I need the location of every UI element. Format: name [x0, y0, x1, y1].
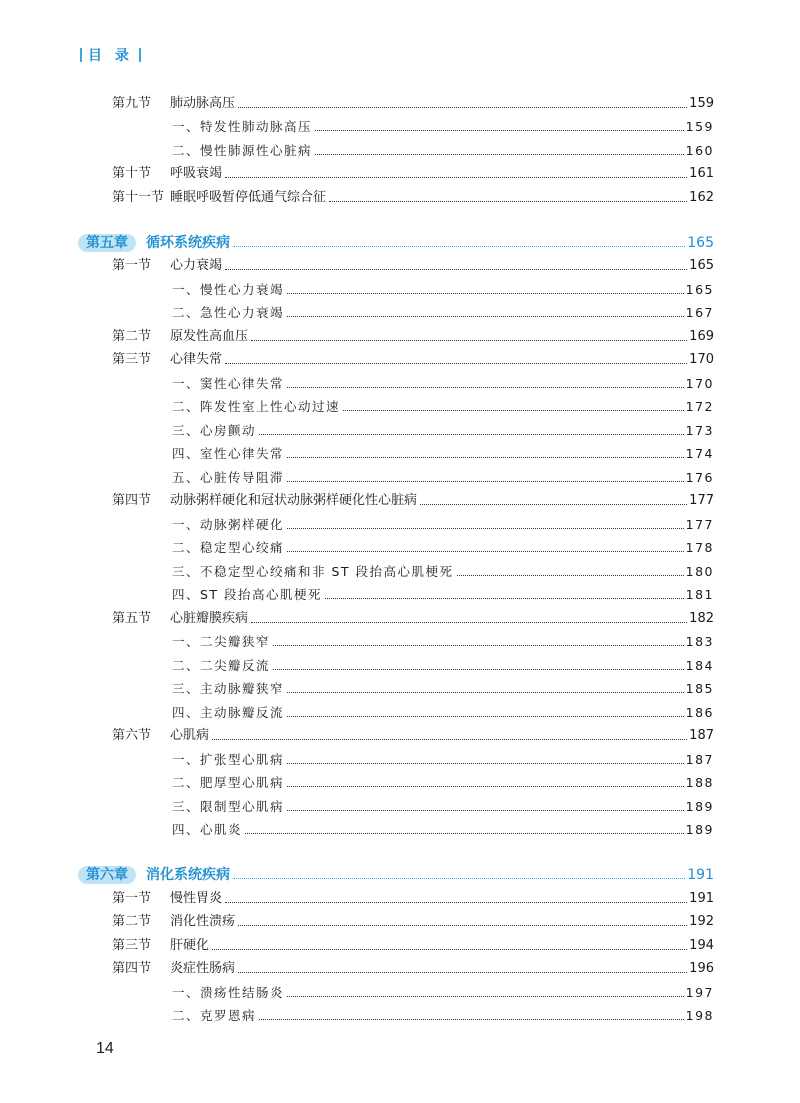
subsection-title: 二、肥厚型心肌病	[172, 775, 285, 790]
toc-section-entry[interactable]	[78, 182, 714, 206]
subsection-title: 一、二尖瓣狭窄	[172, 634, 271, 649]
dot-leader	[457, 575, 684, 576]
page-ref: 194	[689, 937, 714, 953]
section-number: 第九节	[112, 95, 152, 111]
dot-leader	[287, 293, 684, 294]
toc-subsection-entry[interactable]	[78, 744, 714, 768]
toc-subsection-entry[interactable]	[78, 415, 714, 439]
dot-leader	[273, 645, 684, 646]
section-title: 肝硬化	[170, 937, 210, 953]
header-bar-right	[139, 48, 141, 62]
dot-leader	[212, 739, 687, 740]
toc-subsection-entry[interactable]	[78, 768, 714, 792]
page-ref: 189	[685, 822, 714, 837]
header-bar-left	[80, 48, 82, 62]
dot-leader	[233, 878, 685, 879]
dot-leader	[287, 763, 684, 764]
toc-subsection-entry[interactable]	[78, 368, 714, 392]
page-ref: 181	[685, 587, 714, 602]
toc-section-entry[interactable]	[78, 88, 714, 112]
dot-leader	[287, 387, 684, 388]
page-ref: 165	[685, 281, 714, 297]
toc-entry-label	[112, 961, 236, 977]
toc-header-title: 目 录	[88, 48, 133, 64]
toc-entry-label	[172, 540, 285, 556]
page-ref: 162	[689, 189, 714, 205]
section-title: 心力衰竭	[170, 258, 223, 273]
toc-entry-label	[112, 352, 223, 368]
page-ref: 187	[689, 728, 714, 743]
page-ref: 191	[687, 867, 714, 883]
toc-entry-label	[172, 119, 313, 135]
page-ref: 165	[687, 234, 714, 251]
table-of-contents	[78, 88, 714, 1024]
toc-entry-label	[172, 564, 455, 580]
page-ref: 159	[689, 95, 714, 111]
section-number: 第三节	[112, 352, 152, 367]
dot-leader	[251, 340, 687, 341]
page-ref: 198	[685, 1008, 714, 1023]
page-ref: 170	[689, 352, 714, 367]
dot-leader	[259, 1019, 684, 1020]
toc-entry-label	[172, 1008, 257, 1024]
subsection-title: 一、动脉粥样硬化	[172, 516, 285, 532]
toc-entry-label	[112, 611, 249, 627]
toc-entry-label	[172, 376, 285, 392]
toc-entry-label	[172, 658, 271, 674]
subsection-title: 一、扩张型心肌病	[172, 751, 285, 767]
dot-leader	[225, 902, 687, 903]
toc-section-entry[interactable]	[78, 159, 714, 183]
page-ref: 159	[685, 119, 714, 134]
toc-section-entry[interactable]	[78, 486, 714, 510]
section-number: 第一节	[112, 890, 152, 906]
page-ref: 176	[685, 469, 714, 485]
dot-leader	[315, 154, 684, 155]
toc-entry-label	[112, 96, 236, 112]
toc-entry-label	[172, 282, 285, 298]
section-number: 第二节	[112, 328, 152, 344]
toc-entry-label	[112, 493, 418, 509]
toc-entry-label	[112, 891, 223, 907]
dot-leader	[287, 457, 684, 458]
toc-section-entry[interactable]	[78, 321, 714, 345]
toc-entry-label	[172, 822, 243, 838]
dot-leader	[287, 316, 684, 317]
subsection-title: 五、心脏传导阻滞	[172, 469, 285, 485]
page-ref: 183	[685, 634, 714, 649]
subsection-title: 三、主动脉瓣狭窄	[172, 681, 285, 696]
toc-entry-label	[172, 305, 285, 321]
section-number: 第五节	[112, 610, 152, 626]
toc-section-entry[interactable]	[78, 930, 714, 954]
page-ref: 186	[685, 704, 714, 720]
dot-leader	[287, 481, 684, 482]
section-title: 肺动脉高压	[170, 95, 236, 111]
page-ref: 197	[685, 984, 714, 1000]
dot-leader	[315, 130, 684, 131]
toc-subsection-entry[interactable]	[78, 135, 714, 159]
dot-leader	[225, 269, 687, 270]
page-ref: 172	[685, 399, 714, 414]
toc-subsection-entry[interactable]	[78, 580, 714, 604]
dot-leader	[287, 716, 684, 717]
toc-subsection-entry[interactable]	[78, 674, 714, 698]
toc-entry-label	[78, 235, 231, 251]
page-ref: 185	[685, 681, 714, 696]
dot-leader	[343, 410, 684, 411]
section-title: 心律失常	[170, 352, 223, 367]
subsection-title: 二、急性心力衰竭	[172, 305, 285, 320]
toc-entry-label	[172, 423, 257, 439]
dot-leader	[225, 363, 687, 364]
dot-leader	[325, 598, 684, 599]
page-ref: 160	[685, 142, 714, 158]
dot-leader	[238, 107, 687, 108]
toc-subsection-entry[interactable]	[78, 462, 714, 486]
section-number: 第二节	[112, 914, 152, 929]
dot-leader	[212, 949, 687, 950]
toc-entry-label	[112, 258, 223, 274]
toc-subsection-entry[interactable]	[78, 274, 714, 298]
toc-subsection-entry[interactable]	[78, 1001, 714, 1025]
dot-leader	[225, 177, 687, 178]
section-title: 慢性胃炎	[170, 890, 223, 906]
section-number: 第十一节	[112, 189, 165, 205]
dot-leader	[245, 833, 684, 834]
toc-entry-label	[172, 143, 313, 159]
subsection-title: 一、特发性肺动脉高压	[172, 119, 313, 134]
dot-leader	[238, 925, 687, 926]
toc-entry-label	[172, 799, 285, 815]
page-ref: 191	[689, 890, 714, 906]
page-ref: 161	[689, 166, 714, 181]
toc-entry-label	[112, 728, 210, 744]
page-ref: 167	[685, 305, 714, 320]
page-ref: 189	[685, 798, 714, 814]
toc-entry-label	[172, 705, 285, 721]
page-ref: 180	[685, 563, 714, 579]
toc-subsection-entry[interactable]	[78, 533, 714, 557]
subsection-title: 二、克罗恩病	[172, 1008, 257, 1023]
toc-subsection-entry[interactable]	[78, 509, 714, 533]
section-title: 动脉粥样硬化和冠状动脉粥样硬化性心脏病	[170, 493, 418, 508]
toc-subsection-entry[interactable]	[78, 791, 714, 815]
section-title: 呼吸衰竭	[170, 166, 223, 181]
dot-leader	[420, 504, 687, 505]
toc-entry-label	[112, 938, 210, 954]
toc-subsection-entry[interactable]	[78, 298, 714, 322]
toc-section-entry[interactable]	[78, 907, 714, 931]
subsection-title: 一、溃疡性结肠炎	[172, 984, 285, 1000]
page-ref: 187	[685, 751, 714, 767]
page-ref: 169	[689, 328, 714, 344]
section-number: 第十节	[112, 166, 152, 181]
dot-leader	[251, 622, 687, 623]
chapter-number-badge: 第六章	[78, 866, 136, 884]
section-number: 第一节	[112, 258, 152, 273]
page-ref: 196	[689, 961, 714, 976]
subsection-title: 一、慢性心力衰竭	[172, 281, 285, 297]
page-ref: 192	[689, 914, 714, 929]
subsection-title: 三、不稳定型心绞痛和非 ST 段抬高心肌梗死	[172, 563, 454, 579]
page-ref: 188	[685, 775, 714, 790]
section-number: 第三节	[112, 937, 152, 953]
toc-subsection-entry[interactable]	[78, 977, 714, 1001]
toc-subsection-entry[interactable]	[78, 439, 714, 463]
toc-subsection-entry[interactable]	[78, 556, 714, 580]
dot-leader	[259, 434, 684, 435]
chapter-number-badge: 第五章	[78, 234, 136, 252]
page-ref: 165	[689, 258, 714, 273]
chapter-title: 消化系统疾病	[146, 867, 230, 883]
toc-entry-label	[172, 752, 285, 768]
toc-entry-label	[112, 166, 223, 182]
toc-header	[80, 44, 141, 66]
subsection-title: 四、主动脉瓣反流	[172, 704, 285, 720]
toc-section-entry[interactable]	[78, 721, 714, 745]
toc-entry-label	[172, 985, 285, 1001]
toc-entry-label	[172, 517, 285, 533]
toc-chapter-entry[interactable]	[78, 858, 714, 883]
toc-entry-label	[172, 446, 285, 462]
section-title: 原发性高血压	[170, 328, 249, 344]
toc-subsection-entry[interactable]	[78, 112, 714, 136]
subsection-title: 四、心肌炎	[172, 822, 243, 837]
dot-leader	[329, 201, 687, 202]
dot-leader	[287, 692, 684, 693]
dot-leader	[238, 972, 687, 973]
toc-subsection-entry[interactable]	[78, 697, 714, 721]
dot-leader	[273, 669, 684, 670]
toc-subsection-entry[interactable]	[78, 392, 714, 416]
toc-subsection-entry[interactable]	[78, 815, 714, 839]
toc-entry-label	[172, 681, 285, 697]
dot-leader	[233, 246, 685, 247]
toc-subsection-entry[interactable]	[78, 627, 714, 651]
subsection-title: 二、稳定型心绞痛	[172, 540, 285, 555]
section-title: 心脏瓣膜疾病	[170, 610, 249, 626]
subsection-title: 三、限制型心肌病	[172, 798, 285, 814]
page-ref: 173	[685, 422, 714, 438]
page-ref: 177	[689, 493, 714, 508]
toc-entry-label	[172, 775, 285, 791]
dot-leader	[287, 551, 684, 552]
toc-entry-label	[112, 190, 327, 206]
section-number: 第六节	[112, 728, 152, 743]
subsection-title: 四、室性心律失常	[172, 446, 285, 461]
section-title: 睡眠呼吸暂停低通气综合征	[170, 189, 327, 205]
toc-entry-label	[172, 470, 285, 486]
page-ref: 174	[685, 446, 714, 461]
subsection-title: 四、ST 段抬高心肌梗死	[172, 587, 323, 602]
section-number: 第四节	[112, 961, 152, 976]
section-title: 心肌病	[170, 728, 210, 743]
chapter-title: 循环系统疾病	[146, 234, 230, 251]
toc-section-entry[interactable]	[78, 603, 714, 627]
dot-leader	[287, 528, 684, 529]
toc-section-entry[interactable]	[78, 345, 714, 369]
section-number: 第四节	[112, 493, 152, 508]
page-ref: 178	[685, 540, 714, 555]
subsection-title: 一、窦性心律失常	[172, 375, 285, 391]
subsection-title: 二、二尖瓣反流	[172, 657, 271, 673]
toc-entry-label	[172, 399, 341, 415]
toc-section-entry[interactable]	[78, 883, 714, 907]
toc-entry-label	[172, 634, 271, 650]
subsection-title: 二、慢性肺源性心脏病	[172, 142, 313, 158]
page-ref: 177	[685, 516, 714, 532]
toc-subsection-entry[interactable]	[78, 650, 714, 674]
page-ref: 184	[685, 657, 714, 673]
toc-entry-label	[112, 329, 249, 345]
section-title: 炎症性肠病	[170, 961, 236, 976]
page-ref: 170	[685, 375, 714, 391]
toc-entry-label	[112, 914, 236, 930]
toc-entry-label	[172, 587, 323, 603]
dot-leader	[287, 786, 684, 787]
section-title: 消化性溃疡	[170, 914, 236, 929]
subsection-title: 二、阵发性室上性心动过速	[172, 399, 341, 414]
dot-leader	[287, 810, 684, 811]
page-ref: 182	[689, 610, 714, 626]
toc-section-entry[interactable]	[78, 251, 714, 275]
toc-entry-label	[78, 867, 231, 883]
dot-leader	[287, 996, 684, 997]
page-number: 14	[96, 1040, 114, 1057]
toc-chapter-entry[interactable]	[78, 226, 714, 251]
toc-section-entry[interactable]	[78, 954, 714, 978]
subsection-title: 三、心房颤动	[172, 422, 257, 438]
